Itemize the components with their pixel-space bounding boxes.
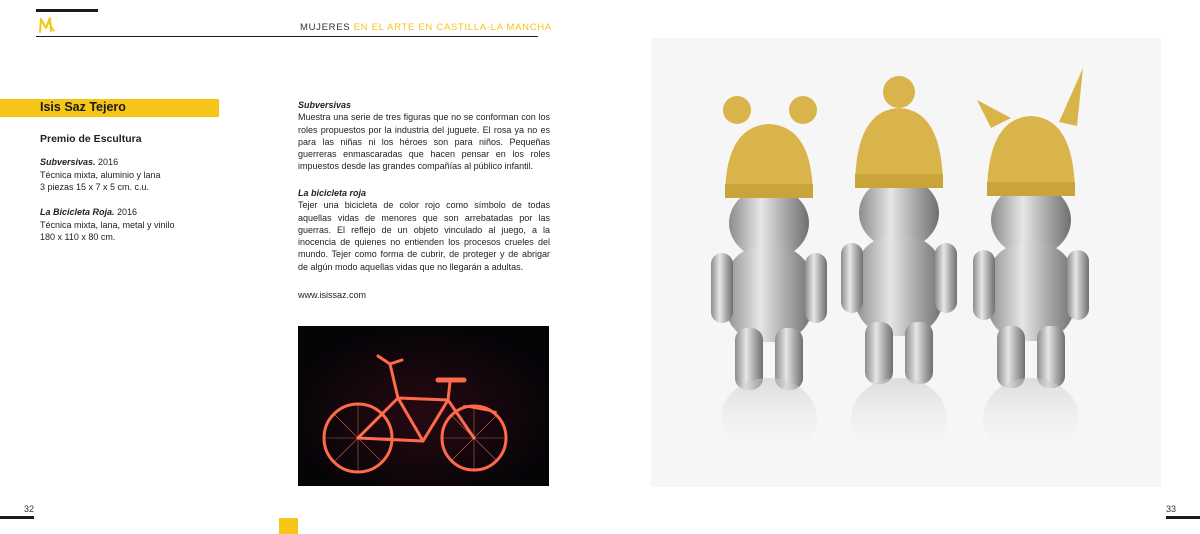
magazine-logo	[36, 14, 60, 36]
header-top-bar	[36, 9, 98, 12]
description-bicicleta	[298, 187, 550, 273]
artist-name-bar	[0, 99, 219, 117]
running-head	[300, 22, 552, 33]
work-entry	[40, 156, 240, 194]
work-entry	[40, 206, 240, 244]
bicycle-photo	[298, 326, 549, 486]
description-subversivas	[298, 99, 550, 173]
work-size: 3 piezas 15 x 7 x 5 cm. c.u.	[40, 182, 150, 192]
work-title: Subversivas.	[40, 157, 96, 167]
website-link[interactable]: www.isissaz.com	[298, 290, 367, 300]
work-year: 2016	[114, 207, 138, 217]
work-year: 2016	[95, 157, 119, 167]
running-head-accent: EN EL ARTE EN CASTILLA-LA MANCHA	[353, 22, 552, 33]
footer-bar-left	[0, 516, 34, 519]
work-title: La Bicicleta Roja.	[40, 207, 115, 217]
footer-bar-right	[1166, 516, 1200, 519]
footer-accent-square	[279, 518, 298, 534]
work-size: 180 x 110 x 80 cm.	[40, 232, 116, 242]
page-number-right: 33	[1166, 504, 1177, 514]
dolls-photo	[651, 38, 1161, 487]
header-rule	[36, 36, 538, 37]
work-technique: Técnica mixta, aluminio y lana	[40, 169, 161, 180]
description-title: Subversivas	[298, 100, 352, 110]
page-number-left: 32	[24, 504, 35, 514]
description-text: Tejer una bicicleta de color rojo como símbolo de todas aquellas vidas de menores que son arrebatadas por las guerras. El reflejo de un objeto vinculado al juego, a la inocencia de quienes no entienden los procesos crueles del mundo. Tejer como forma de cubrir, de proteger y de abrigar de algún modo aquellas vidas que no llegarán a adultas.	[298, 200, 550, 272]
description-title: La bicicleta roja	[298, 188, 367, 198]
artist-name: Isis Saz Tejero	[40, 100, 126, 114]
award-title: Premio de Escultura	[40, 133, 142, 145]
running-head-dark: MUJERES	[300, 22, 351, 33]
description-text: Muestra una serie de tres figuras que no se conforman con los roles propuestos por la industria del juguete. El rosa ya no es para las niñas ni los héroes son para niños. Pequeñas guerreras enmascaradas que hacen pensar en los roles impuestos desde las grandes compañías al público infantil.	[298, 112, 550, 172]
work-technique: Técnica mixta, lana, metal y vinilo	[40, 219, 175, 230]
